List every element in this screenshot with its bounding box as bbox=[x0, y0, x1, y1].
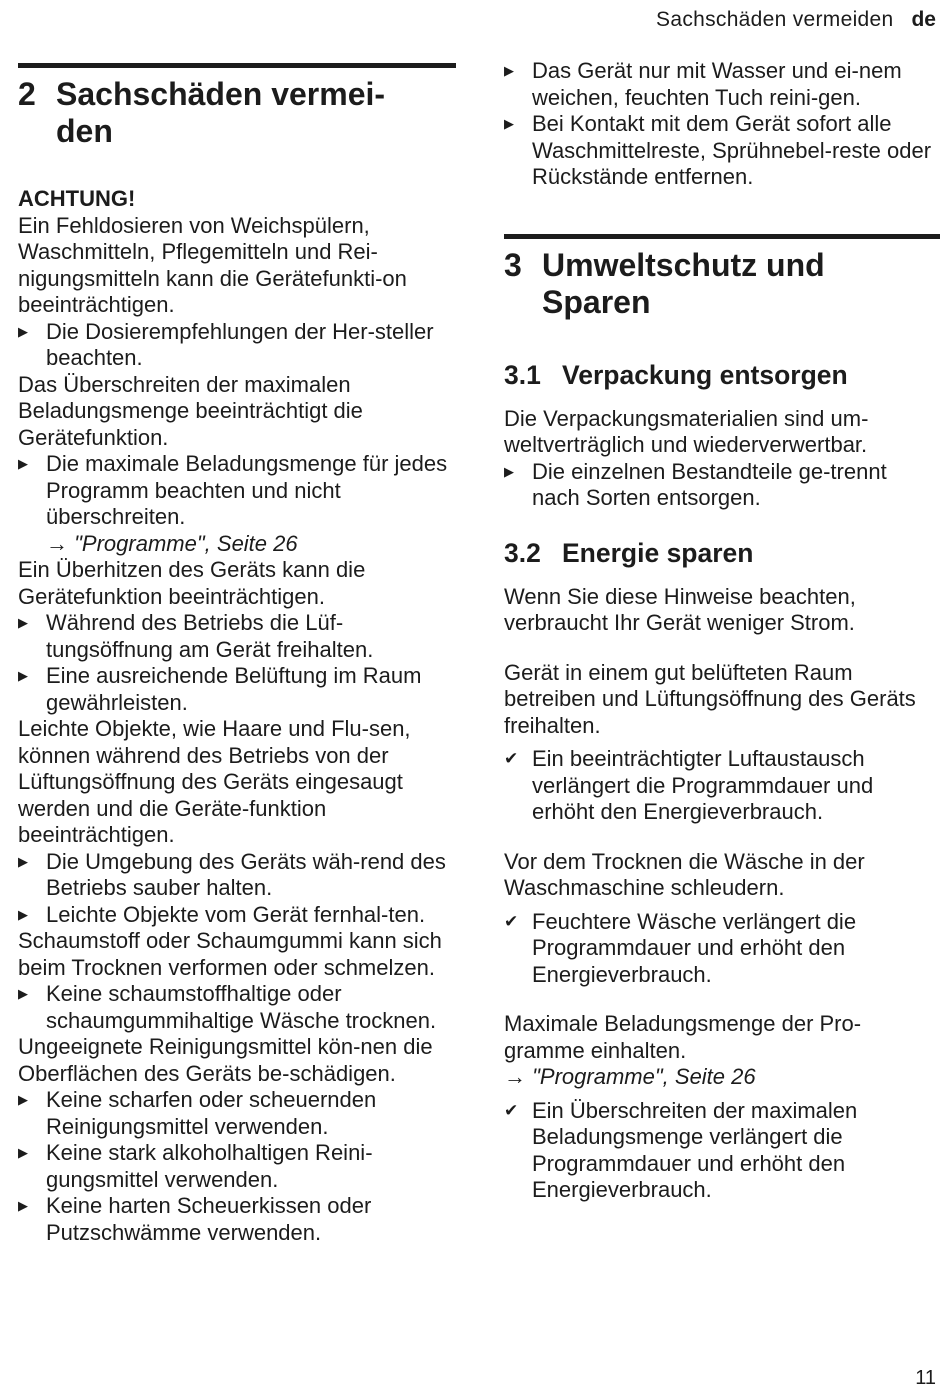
list-item: ▶ Leichte Objekte vom Gerät fernhal-ten. bbox=[18, 901, 426, 927]
triangle-bullet-icon: ▶ bbox=[18, 1092, 28, 1107]
paragraph: Ein Überhitzen des Geräts kann die Gerätefunktion beeinträchtigen. bbox=[18, 557, 366, 609]
header-section-title: Sachschäden vermeiden bbox=[656, 8, 894, 31]
instruction-text: Gerät in einem gut belüfteten Raum betreiben und Lüftungsöffnung des Geräts freihalten. bbox=[504, 659, 916, 738]
chapter-rule bbox=[18, 63, 456, 68]
paragraph: Wenn Sie diese Hinweise beachten, verbraucht Ihr Gerät weniger Strom. bbox=[504, 583, 856, 635]
list-item: ▶ Eine ausreichende Belüftung im Raum gewährleisten. bbox=[18, 663, 422, 715]
left-column bbox=[18, 0, 456, 1246]
triangle-bullet-icon: ▶ bbox=[18, 986, 28, 1001]
list-item: ▶ Während des Betriebs die Lüf-tungsöffnung am Gerät freihalten. bbox=[18, 610, 374, 662]
triangle-bullet-icon: ▶ bbox=[18, 1198, 28, 1213]
arrow-right-icon: → bbox=[504, 1064, 533, 1089]
section-3-2-heading: 3.2 Energie sparen bbox=[504, 537, 754, 568]
header-language-code: de bbox=[911, 8, 936, 31]
triangle-bullet-icon: ▶ bbox=[504, 463, 514, 479]
result-item: ✔ Ein beeinträchtigter Luftaustausch verlängert die Programmdauer und erhöht den Energieverbrauch. bbox=[504, 746, 874, 824]
chapter-2-heading bbox=[18, 76, 456, 150]
paragraph: Leichte Objekte, wie Haare und Flu-sen, können während des Betriebs von der Lüftungsöffnung des Geräts eingesaugt werden und die Geräte-funktion beeinträchtigen. bbox=[18, 716, 411, 847]
triangle-bullet-icon: ▶ bbox=[504, 63, 514, 78]
triangle-bullet-icon: ▶ bbox=[18, 853, 28, 869]
result-item: ✔ Feuchtere Wäsche verlängert die Programmdauer und erhöht den Energieverbrauch. bbox=[504, 908, 857, 987]
instruction-text: Vor dem Trocknen die Wäsche in der Waschmaschine schleudern. bbox=[504, 848, 865, 900]
paragraph: Ein Fehldosieren von Weichspülern, Waschmitteln, Pflegemitteln und Rei-nigungsmitteln kann die Gerätefunkti-on beeinträchtigen. bbox=[18, 212, 407, 317]
checkmark-icon: ✔ bbox=[504, 911, 519, 931]
triangle-bullet-icon: ▶ bbox=[18, 668, 28, 683]
cross-reference-link[interactable]: → "Programme", Seite 26 bbox=[46, 530, 298, 556]
triangle-bullet-icon: ▶ bbox=[18, 906, 28, 922]
list-item: ▶ Die Dosierempfehlungen der Her-steller beachten. bbox=[18, 318, 434, 370]
triangle-bullet-icon: ▶ bbox=[504, 116, 514, 131]
list-item: ▶ Die maximale Beladungsmenge für jedes Programm beachten und nicht überschreiten. bbox=[18, 451, 448, 529]
paragraph: Schaumstoff oder Schaumgummi kann sich beim Trocknen verformen oder schmelzen. bbox=[18, 928, 442, 980]
chapter-number: 2 bbox=[18, 76, 36, 112]
triangle-bullet-icon: ▶ bbox=[18, 456, 28, 471]
list-item: ▶ Die Umgebung des Geräts wäh-rend des Betriebs sauber halten. bbox=[18, 848, 446, 900]
warning-label: ACHTUNG! bbox=[18, 186, 136, 211]
right-column bbox=[504, 0, 940, 1204]
chapter-title: Umweltschutz und Sparen bbox=[542, 246, 825, 320]
instruction-text: Maximale Beladungsmenge der Pro-gramme einhalten. bbox=[504, 1011, 862, 1063]
checkmark-icon: ✔ bbox=[504, 1100, 519, 1120]
list-item: ▶ Keine schaumstoffhaltige oder schaumgummihaltige Wäsche trocknen. bbox=[18, 981, 437, 1033]
page-number: 11 bbox=[915, 1367, 936, 1389]
list-item: ▶ Keine stark alkoholhaltigen Reini-gungsmittel verwenden. bbox=[18, 1140, 373, 1192]
list-item: ▶ Die einzelnen Bestandteile ge-trennt nach Sorten entsorgen. bbox=[504, 458, 887, 510]
section-3-1-heading: 3.1 Verpackung entsorgen bbox=[504, 359, 848, 390]
triangle-bullet-icon: ▶ bbox=[18, 323, 28, 339]
arrow-right-icon: → bbox=[46, 530, 75, 556]
result-item: ✔ Ein Überschreiten der maximalen Beladungsmenge verlängert die Programmdauer und erhöht den Energieverbrauch. bbox=[504, 1097, 858, 1202]
triangle-bullet-icon: ▶ bbox=[18, 615, 28, 630]
chapter-3-heading bbox=[504, 247, 940, 321]
paragraph: Ungeeignete Reinigungsmittel kön-nen die Oberflächen des Geräts be-schädigen. bbox=[18, 1034, 433, 1086]
paragraph: Das Überschreiten der maximalen Beladungsmenge beeinträchtigt die Gerätefunktion. bbox=[18, 371, 363, 450]
cross-reference-link[interactable]: → "Programme", Seite 26 bbox=[504, 1064, 756, 1089]
list-item: ▶ Keine harten Scheuerkissen oder Putzschwämme verwenden. bbox=[18, 1193, 372, 1245]
chapter-number: 3 bbox=[504, 246, 522, 283]
triangle-bullet-icon: ▶ bbox=[18, 1145, 28, 1160]
checkmark-icon: ✔ bbox=[504, 749, 519, 768]
chapter-rule bbox=[504, 234, 940, 239]
chapter-title: Sachschäden vermei- den bbox=[56, 76, 386, 149]
list-item: ▶ Das Gerät nur mit Wasser und ei-nem weichen, feuchten Tuch reini-gen. bbox=[504, 58, 902, 110]
list-item: ▶ Bei Kontakt mit dem Gerät sofort alle Waschmittelreste, Sprühnebel-reste oder Rückstände entfernen. bbox=[504, 111, 932, 189]
paragraph: Die Verpackungsmaterialien sind um-weltverträglich und wiederverwertbar. bbox=[504, 405, 869, 457]
list-item: ▶ Keine scharfen oder scheuernden Reinigungsmittel verwenden. bbox=[18, 1087, 377, 1139]
